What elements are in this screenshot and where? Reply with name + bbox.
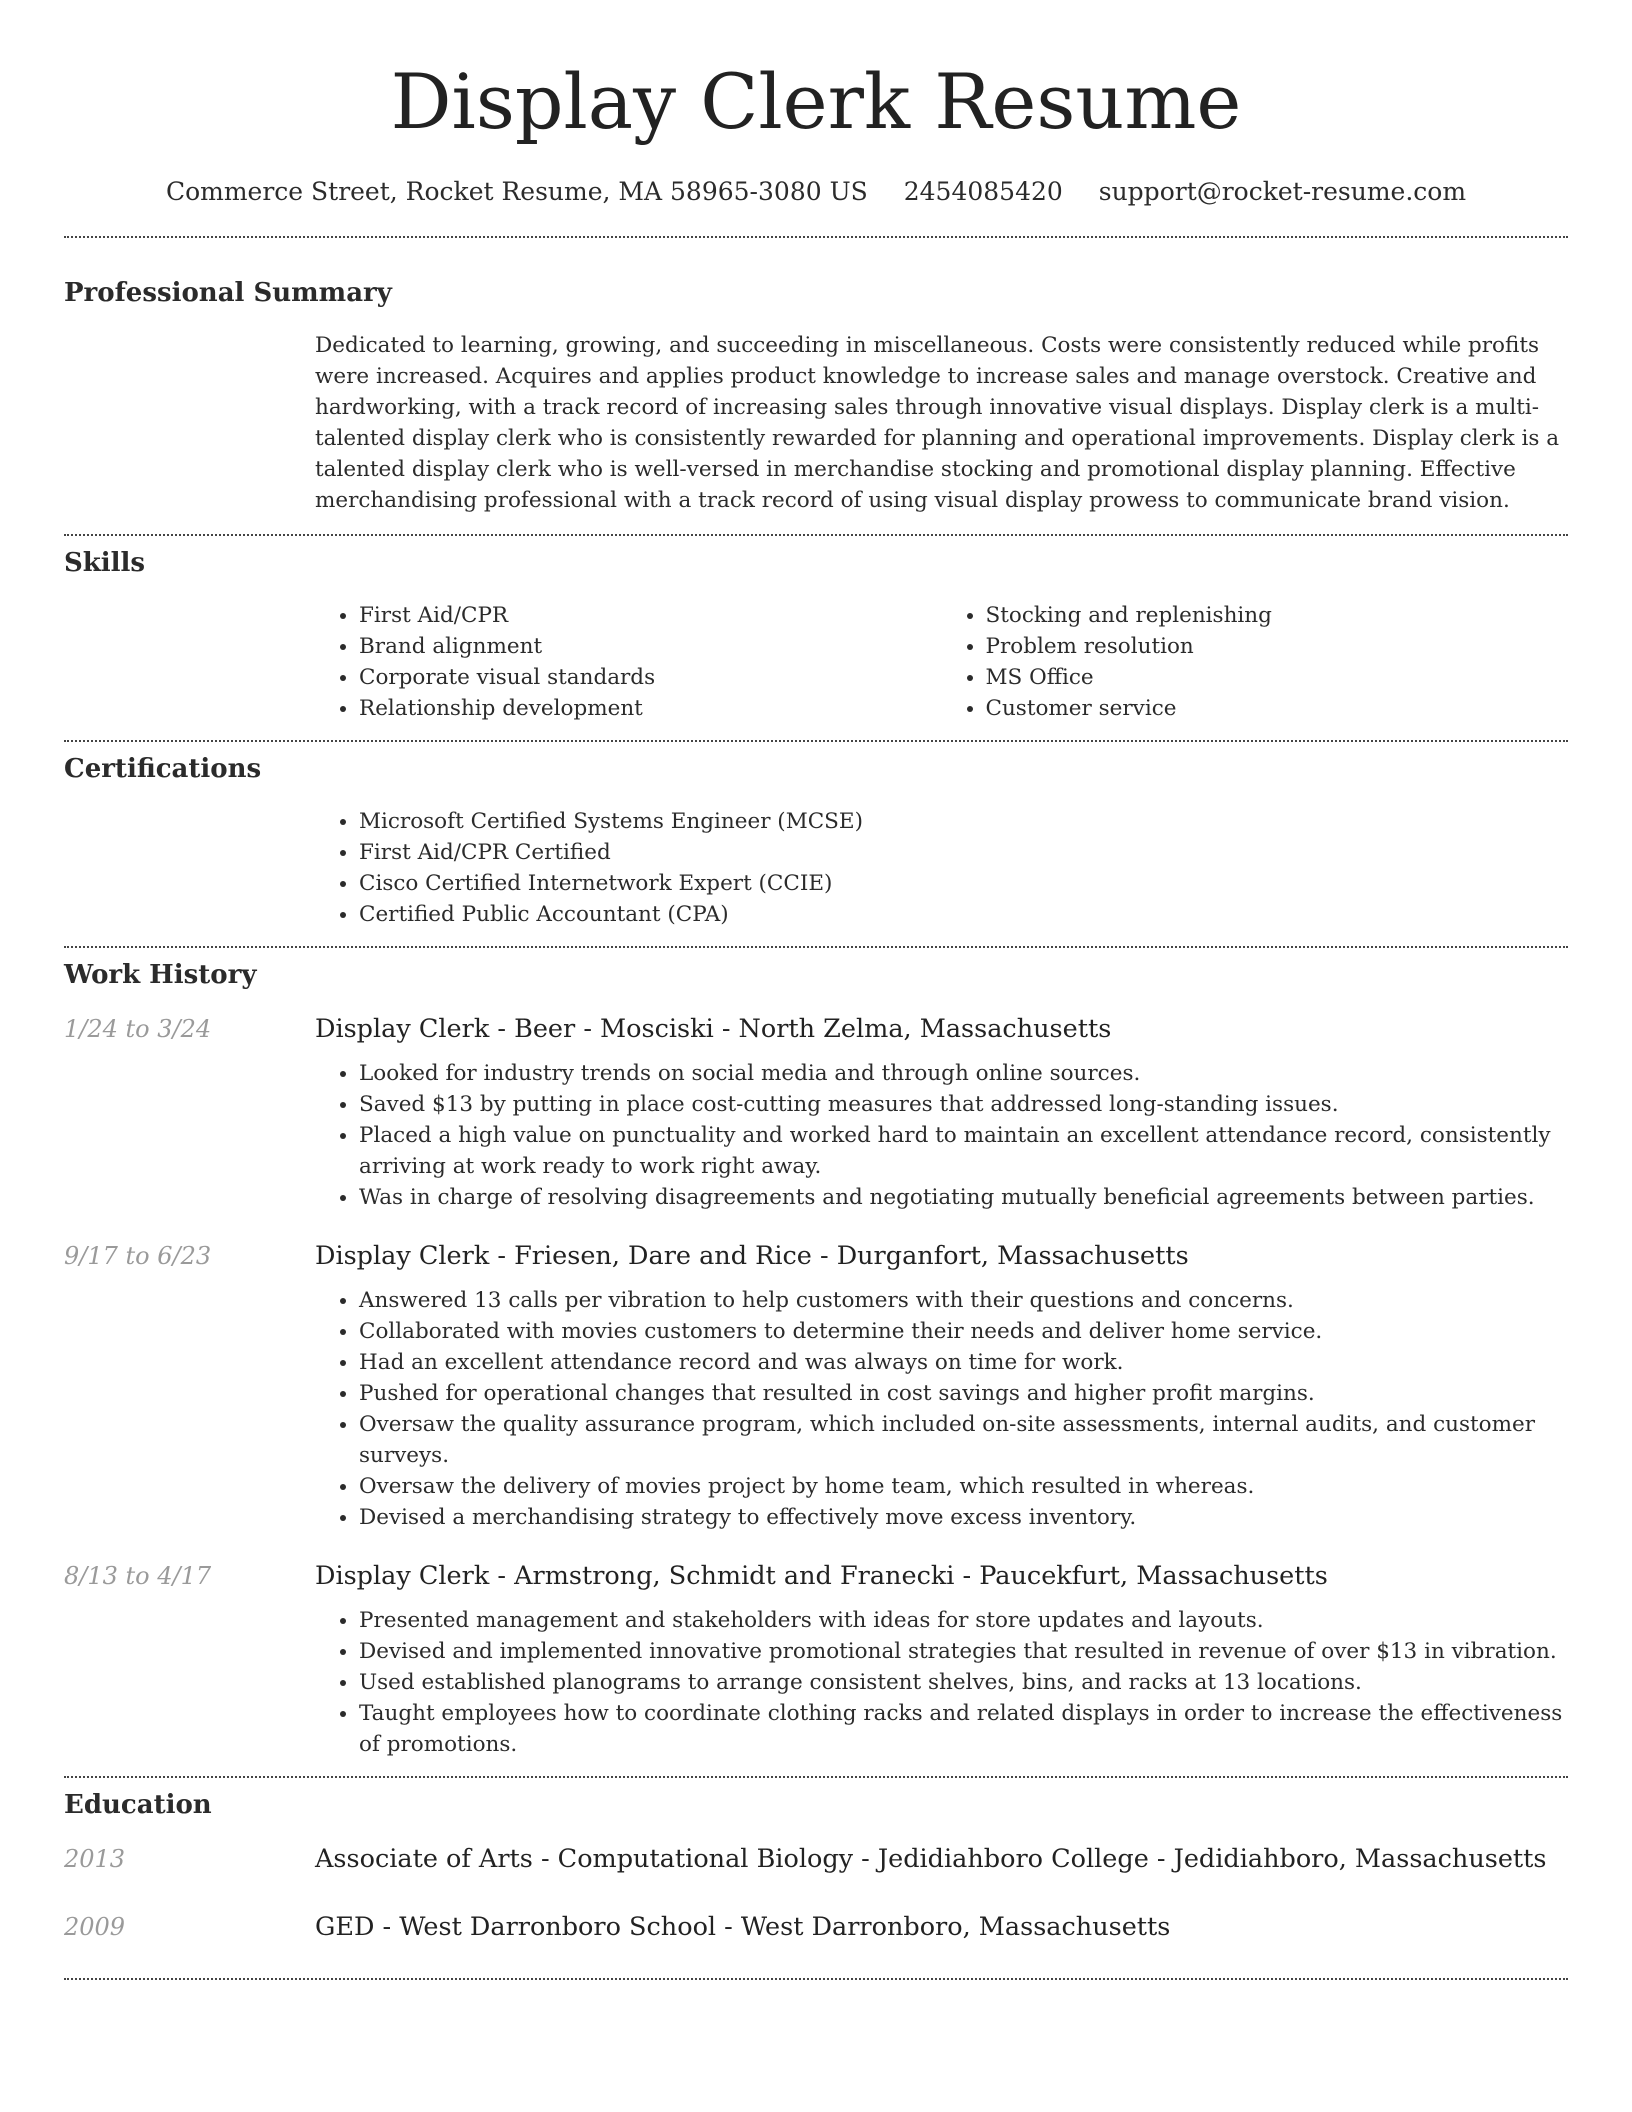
skill-item: • Stocking and replenishing — [986, 600, 1569, 631]
education-entry — [64, 1910, 1568, 1978]
skill-item: • Customer service — [986, 693, 1569, 724]
phone: 2454085420 — [903, 177, 1063, 206]
divider — [64, 1978, 1568, 1980]
education-detail: GED - West Darronboro School - West Darronboro, Massachusetts — [315, 1912, 1171, 1942]
certification-item: • First Aid/CPR Certified — [359, 837, 1568, 868]
certifications-section — [64, 752, 1568, 930]
skill-item: • First Aid/CPR — [359, 600, 942, 631]
job-bullet: • Devised and implemented innovative promotional strategies that resulted in revenue of over $13 in vibration. — [359, 1636, 1568, 1667]
job-dates: 1/24 to 3/24 — [64, 1015, 212, 1043]
address: Commerce Street, Rocket Resume, MA 58965-3080 US — [165, 177, 868, 206]
job-bullet: • Pushed for operational changes that resulted in cost savings and higher profit margins. — [359, 1378, 1568, 1409]
job-entry — [64, 1239, 1568, 1533]
job-title: Display Clerk - Armstrong, Schmidt and Franecki - Paucekfurt, Massachusetts — [315, 1561, 1328, 1591]
skill-item: • Corporate visual standards — [359, 662, 942, 693]
skills-list-left — [315, 600, 942, 724]
job-bullet: • Presented management and stakeholders with ideas for store updates and layouts. — [359, 1605, 1568, 1636]
skills-list-right — [942, 600, 1569, 724]
job-bullet: • Had an excellent attendance record and was always on time for work. — [359, 1347, 1568, 1378]
job-bullet: • Looked for industry trends on social media and through online sources. — [359, 1058, 1568, 1089]
skill-item: • Relationship development — [359, 693, 942, 724]
job-title: Display Clerk - Friesen, Dare and Rice - Durganfort, Massachusetts — [315, 1241, 1189, 1271]
certification-item: • Cisco Certified Internetwork Expert (CCIE) — [359, 868, 1568, 899]
skills-section — [64, 546, 1568, 724]
education-year: 2009 — [64, 1913, 126, 1941]
job-bullet: • Saved $13 by putting in place cost-cutting measures that addressed long-standing issues. — [359, 1089, 1568, 1120]
job-bullet: • Oversaw the delivery of movies project by home team, which resulted in whereas. — [359, 1471, 1568, 1502]
education-year: 2013 — [64, 1845, 126, 1873]
job-bullet: • Collaborated with movies customers to determine their needs and deliver home service. — [359, 1316, 1568, 1347]
section-heading-skills: Skills — [64, 548, 146, 578]
job-title: Display Clerk - Beer - Mosciski - North Zelma, Massachusetts — [315, 1014, 1112, 1044]
job-bullet: • Oversaw the quality assurance program, which included on-site assessments, internal audits, and customer surveys. — [359, 1409, 1568, 1471]
section-heading-education: Education — [64, 1790, 212, 1820]
resume-page — [64, 0, 1568, 1980]
job-bullet: • Was in charge of resolving disagreements and negotiating mutually beneficial agreements between parties. — [359, 1182, 1568, 1213]
job-bullet: • Devised a merchandising strategy to effectively move excess inventory. — [359, 1502, 1568, 1533]
skill-item: • MS Office — [986, 662, 1569, 693]
divider — [64, 534, 1568, 536]
certification-item: • Certified Public Accountant (CPA) — [359, 899, 1568, 930]
job-bullets — [315, 1285, 1568, 1533]
section-heading-certifications: Certifications — [64, 754, 262, 784]
job-bullets — [315, 1605, 1568, 1760]
job-entry — [64, 1012, 1568, 1213]
skill-item: • Problem resolution — [986, 631, 1569, 662]
divider — [64, 946, 1568, 948]
job-dates: 9/17 to 6/23 — [64, 1242, 212, 1270]
contact-line — [64, 172, 1568, 212]
education-detail: Associate of Arts - Computational Biology - Jedidiahboro College - Jedidiahboro, Massachusetts — [315, 1844, 1547, 1874]
education-section — [64, 1788, 1568, 1978]
skill-item: • Brand alignment — [359, 631, 942, 662]
work-history-section — [64, 958, 1568, 1760]
divider — [64, 1776, 1568, 1778]
job-bullet: • Answered 13 calls per vibration to help customers with their questions and concerns. — [359, 1285, 1568, 1316]
email: support@rocket-resume.com — [1098, 177, 1467, 206]
divider — [64, 740, 1568, 742]
resume-title: Display Clerk Resume — [390, 57, 1242, 146]
job-bullets — [315, 1058, 1568, 1213]
job-bullet: • Placed a high value on punctuality and worked hard to maintain an excellent attendance record, consistently arriving at work ready to work right away. — [359, 1120, 1568, 1182]
education-entry — [64, 1842, 1568, 1910]
job-dates: 8/13 to 4/17 — [64, 1562, 212, 1590]
certifications-list — [315, 806, 1568, 930]
summary-text: Dedicated to learning, growing, and succeeding in miscellaneous. Costs were consistently reduced while profits were increased. Acquires and applies product knowledge to increase sales and manage overstock. Creative and hardworking, with a track record of increasing sales through innovative visual displays. Display clerk is a multi-talented display clerk who is consistently rewarded for planning and operational improvements. Display clerk is a talented display clerk who is well-versed in merchandise stocking and promotional display planning. Effective merchandising professional with a track record of using visual display prowess to communicate brand vision. — [315, 333, 1560, 513]
job-entry — [64, 1559, 1568, 1760]
divider — [64, 236, 1568, 238]
job-bullet: • Used established planograms to arrange consistent shelves, bins, and racks at 13 locations. — [359, 1667, 1568, 1698]
summary-section — [64, 276, 1568, 516]
job-bullet: • Taught employees how to coordinate clothing racks and related displays in order to increase the effectiveness of promotions. — [359, 1698, 1568, 1760]
section-heading-summary: Professional Summary — [64, 278, 392, 308]
section-heading-work-history: Work History — [64, 960, 257, 990]
certification-item: • Microsoft Certified Systems Engineer (MCSE) — [359, 806, 1568, 837]
